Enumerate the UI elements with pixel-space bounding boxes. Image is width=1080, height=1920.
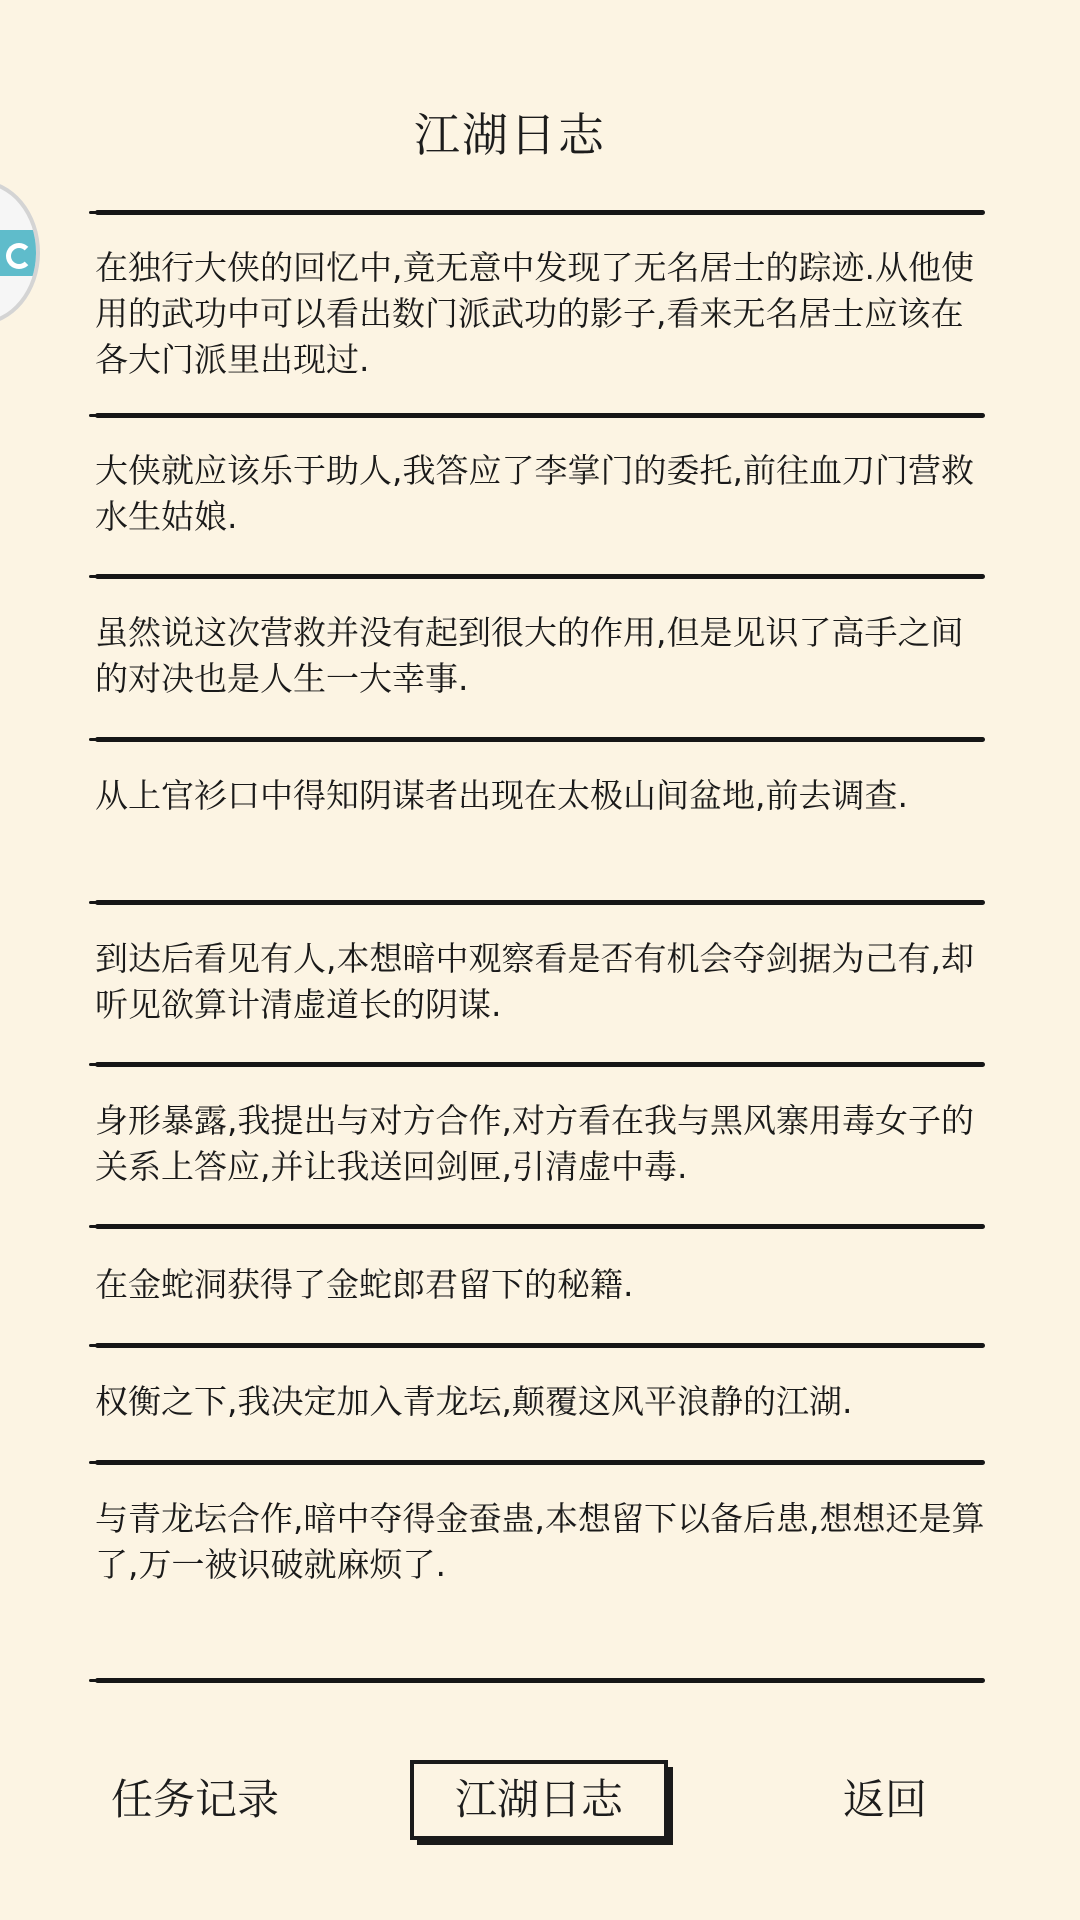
tab-journal[interactable]: 江湖日志 bbox=[410, 1760, 668, 1840]
journal-entry-6: 身形暴露,我提出与对方合作,对方看在我与黑风寨用毒女子的关系上答应,并让我送回剑匣,引清虚中毒. bbox=[95, 1101, 974, 1186]
divider bbox=[95, 574, 985, 579]
journal-entry-1: 在独行大侠的回忆中,竟无意中发现了无名居士的踪迹.从他使用的武功中可以看出数门派武功的影子,看来无名居士应该在各大门派里出现过. bbox=[95, 248, 974, 379]
divider bbox=[95, 1678, 985, 1683]
divider bbox=[95, 413, 985, 418]
divider bbox=[95, 1062, 985, 1067]
journal-entry-8: 权衡之下,我决定加入青龙坛,颠覆这风平浪静的江湖. bbox=[95, 1382, 853, 1421]
page-title: 江湖日志 bbox=[414, 108, 606, 162]
divider bbox=[95, 737, 985, 742]
divider bbox=[95, 1460, 985, 1465]
divider bbox=[95, 210, 985, 215]
journal-entry-3: 虽然说这次营救并没有起到很大的作用,但是见识了高手之间的对决也是人生一大幸事. bbox=[95, 613, 964, 698]
bottom-nav bbox=[0, 1760, 1080, 1850]
journal-entry-2: 大侠就应该乐于助人,我答应了李掌门的委托,前往血刀门营救水生姑娘. bbox=[95, 451, 974, 536]
app-badge-icon bbox=[0, 230, 38, 276]
tab-task-records[interactable]: 任务记录 bbox=[110, 1775, 279, 1824]
back-button[interactable]: 返回 bbox=[842, 1775, 927, 1824]
side-badge[interactable] bbox=[0, 180, 40, 325]
divider bbox=[95, 1224, 985, 1229]
divider bbox=[95, 1343, 985, 1348]
journal-entry-9: 与青龙坛合作,暗中夺得金蚕蛊,本想留下以备后患,想想还是算了,万一被识破就麻烦了. bbox=[95, 1499, 985, 1584]
journal-entry-7: 在金蛇洞获得了金蛇郎君留下的秘籍. bbox=[95, 1265, 634, 1304]
journal-entry-5: 到达后看见有人,本想暗中观察看是否有机会夺剑据为己有,却听见欲算计清虚道长的阴谋. bbox=[95, 939, 974, 1024]
journal-entry-4: 从上官衫口中得知阴谋者出现在太极山间盆地,前去调查. bbox=[95, 776, 908, 815]
divider bbox=[95, 900, 985, 905]
